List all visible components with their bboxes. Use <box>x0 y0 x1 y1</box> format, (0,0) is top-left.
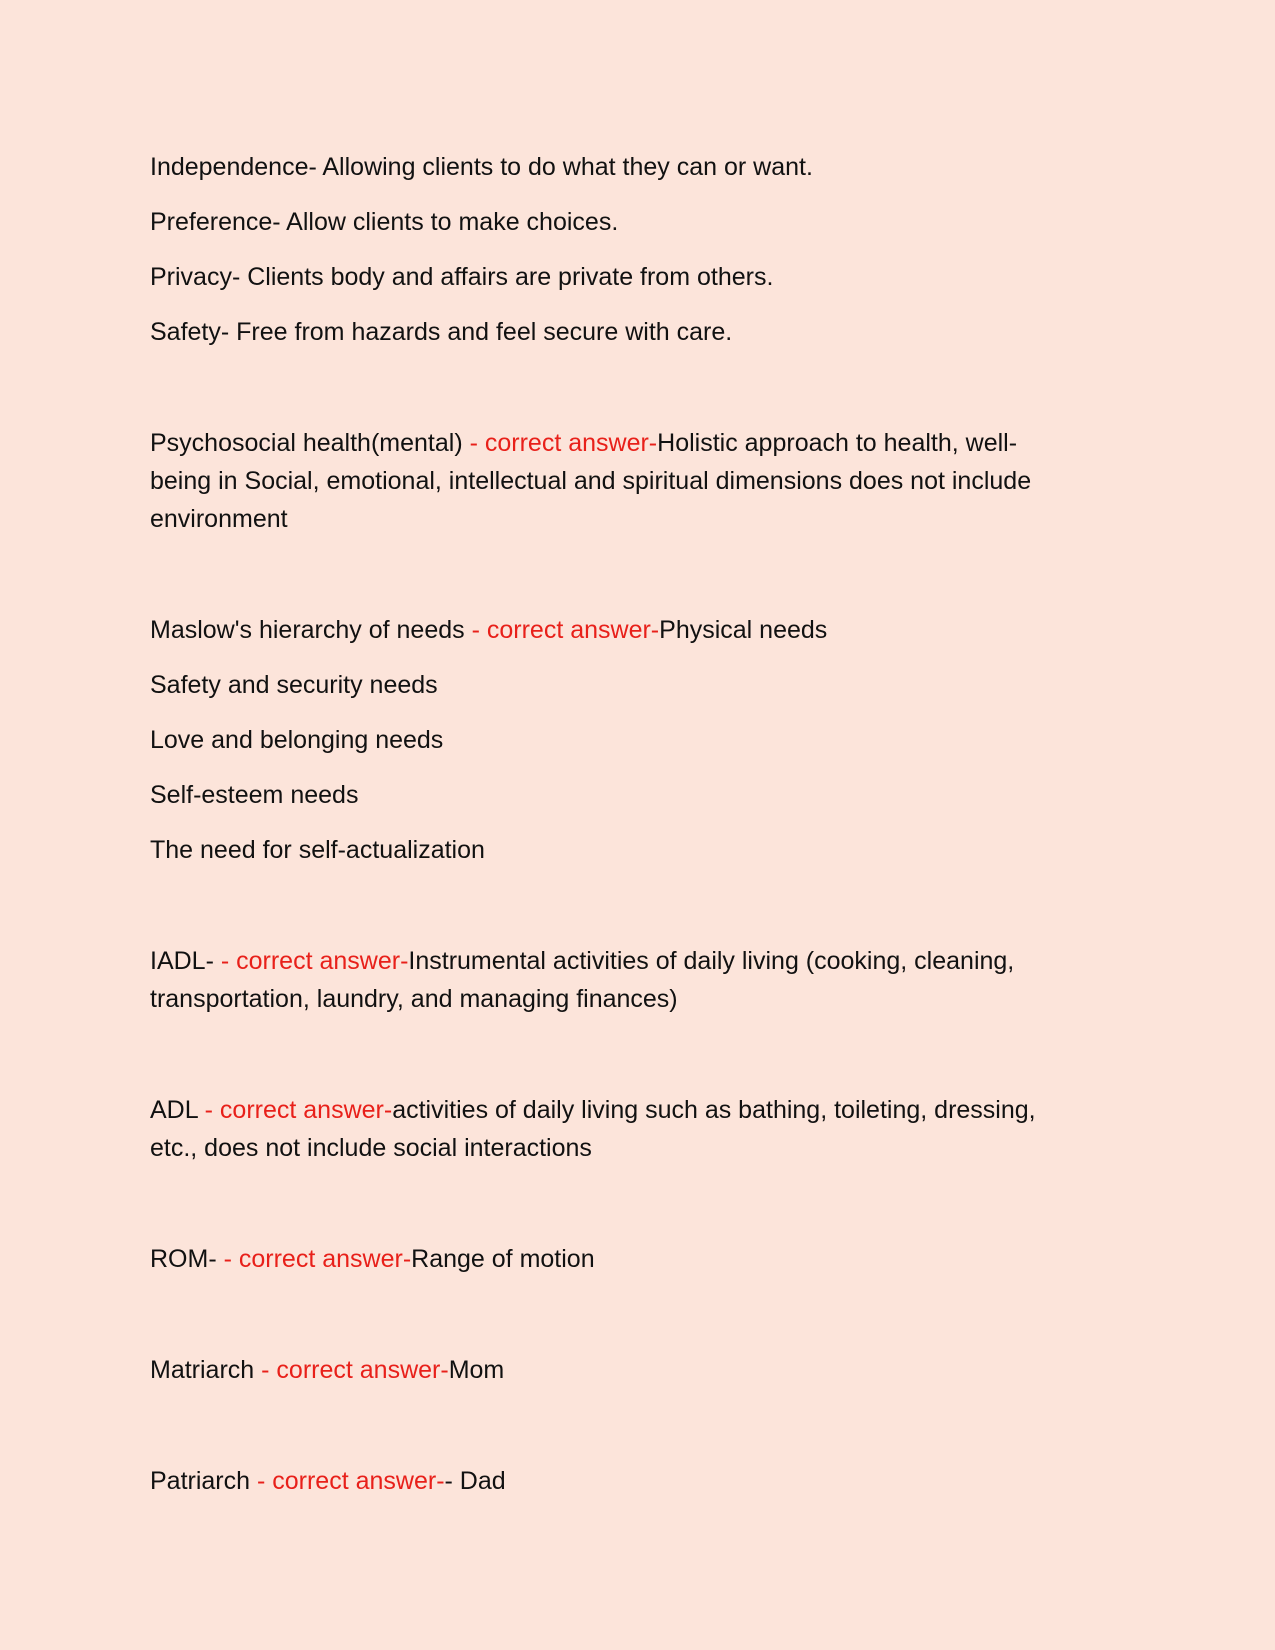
iadl-entry <box>150 942 1080 1018</box>
matriarch-answer-tag: - correct answer- <box>261 1356 449 1384</box>
rom-term: ROM- <box>150 1245 224 1273</box>
maslow-need-esteem: Self-esteem needs <box>150 781 359 809</box>
patriarch-term: Patriarch <box>150 1467 257 1495</box>
maslow-entry <box>150 611 1130 649</box>
rom-answer: Range of motion <box>411 1245 595 1273</box>
matriarch-term: Matriarch <box>150 1356 262 1384</box>
iadl-answer-tag: - correct answer- <box>220 947 409 975</box>
iadl-term: IADL- <box>150 947 221 975</box>
maslow-need-love: Love and belonging needs <box>150 726 444 754</box>
patriarch-answer: - Dad <box>444 1467 506 1495</box>
preference-line: Preference- Allow clients to make choices. <box>150 208 619 236</box>
patriarch-answer-tag: - correct answer- <box>256 1467 445 1495</box>
matriarch-answer: Mom <box>448 1356 505 1384</box>
maslow-answer: Physical needs <box>659 616 828 644</box>
adl-term: ADL <box>150 1096 205 1124</box>
safety-line: Safety- Free from hazards and feel secure with care. <box>150 318 733 346</box>
document-page <box>150 148 1130 1517</box>
patriarch-entry <box>150 1462 1130 1500</box>
rom-answer-tag: - correct answer- <box>223 1245 412 1273</box>
psychosocial-answer: Holistic approach to health, well-being in Social, emotional, intellectual and spiritual dimensions does not include environment <box>150 429 1032 533</box>
matriarch-entry <box>150 1351 1130 1389</box>
iadl-answer: Instrumental activities of daily living (cooking, cleaning, transportation, laundry, and managing finances) <box>150 947 1015 1013</box>
adl-entry <box>150 1091 1080 1167</box>
maslow-term: Maslow's hierarchy of needs <box>150 616 472 644</box>
maslow-need-safety: Safety and security needs <box>150 671 438 699</box>
privacy-line: Privacy- Clients body and affairs are private from others. <box>150 263 774 291</box>
psychosocial-entry <box>150 424 1070 538</box>
psychosocial-answer-tag: - correct answer- <box>469 429 658 457</box>
psychosocial-term: Psychosocial health(mental) <box>150 429 470 457</box>
adl-answer: activities of daily living such as bathing, toileting, dressing, etc., does not include social interactions <box>150 1096 1036 1162</box>
maslow-need-actualization: The need for self-actualization <box>150 836 485 864</box>
maslow-answer-tag: - correct answer- <box>471 616 660 644</box>
adl-answer-tag: - correct answer- <box>204 1096 393 1124</box>
independence-line: Independence- Allowing clients to do what they can or want. <box>150 153 813 181</box>
rom-entry <box>150 1240 1130 1278</box>
